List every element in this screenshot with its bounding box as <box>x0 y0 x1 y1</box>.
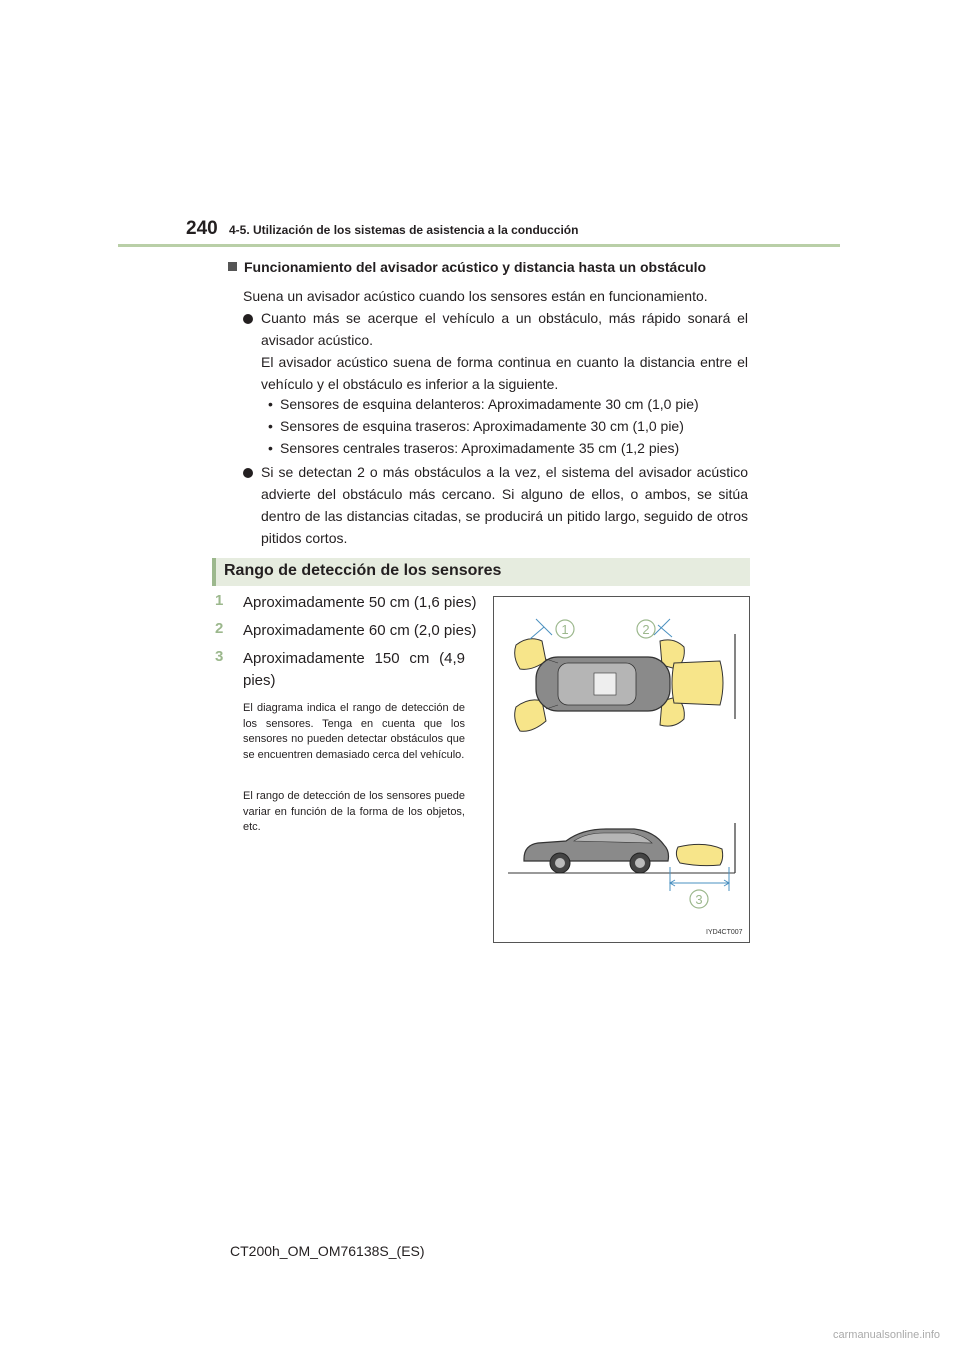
figure-label-3: 3 <box>695 892 703 907</box>
figure-code: IYD4CT007 <box>706 929 743 936</box>
bullet-text: Cuanto más se acerque el vehículo a un obstáculo, más rápido sonará el avisador acústico. <box>261 310 748 348</box>
list-item <box>243 461 748 549</box>
number-3-icon: 3 <box>215 648 224 665</box>
list-item <box>243 307 748 395</box>
legend-item-1: Aproximadamente 50 cm (1,6 pies) <box>243 594 477 611</box>
header-divider <box>118 244 840 247</box>
watermark-link[interactable]: carmanualsonline.info <box>833 1329 941 1341</box>
legend-item-2: Aproximadamente 60 cm (2,0 pies) <box>243 622 477 639</box>
sub-list-item: • Sensores de esquina delanteros: Aproximadamente 30 cm (1,0 pie) <box>268 396 699 412</box>
car-side-view-icon <box>524 829 669 873</box>
bullet-icon <box>243 468 253 478</box>
bullet-icon <box>243 314 253 324</box>
range-heading: Rango de detección de los sensores <box>224 562 502 579</box>
bullet-text: Si se detectan 2 o más obstáculos a la vez, el sistema del avisador acústico advierte del obstáculo más cercano. Si alguno de ellos, o ambos, se sitúa dentro de las distancias citadas, se producirá un pitido largo, seguido de otros pitidos cortos. <box>261 464 748 546</box>
sub-item-text: Sensores de esquina traseros: Aproximadamente 30 cm (1,0 pie) <box>280 418 684 434</box>
section-heading <box>228 259 706 275</box>
sub-item-text: Sensores de esquina delanteros: Aproximadamente 30 cm (1,0 pie) <box>280 396 699 412</box>
bullet-text-continued: El avisador acústico suena de forma continua en cuanto la distancia entre el vehículo y el obstáculo es inferior a la siguiente. <box>261 354 748 392</box>
page-number: 240 <box>186 218 218 239</box>
sensor-range-figure <box>493 596 750 943</box>
number-1-icon: 1 <box>215 592 224 609</box>
car-top-view-icon <box>536 657 670 711</box>
note-paragraph: El diagrama indica el rango de detección de los sensores. Tenga en cuenta que los sensores no pueden detectar obstáculos que se encuentren demasiado cerca del vehículo. <box>243 702 465 761</box>
intro-paragraph: Suena un avisador acústico cuando los sensores están en funcionamiento. <box>243 288 708 304</box>
number-2-icon: 2 <box>215 620 224 637</box>
legend-item-3: Aproximadamente 150 cm (4,9 pies) <box>243 650 465 689</box>
figure-label-1: 1 <box>561 622 569 637</box>
header-section-title: 4-5. Utilización de los sistemas de asistencia a la conducción <box>229 223 579 237</box>
square-bullet-icon <box>228 262 237 271</box>
sub-list-item: • Sensores de esquina traseros: Aproximadamente 30 cm (1,0 pie) <box>268 418 684 434</box>
figure-label-2: 2 <box>642 622 650 637</box>
note-paragraph: El rango de detección de los sensores puede variar en función de la forma de los objetos, etc. <box>243 790 465 833</box>
sensor-diagram <box>494 597 749 942</box>
footer-document-code: CT200h_OM_OM76138S_(ES) <box>230 1243 425 1259</box>
sub-list-item: • Sensores centrales traseros: Aproximadamente 35 cm (1,2 pies) <box>268 440 680 456</box>
sensor-zone-side <box>676 844 722 865</box>
section-heading-text: Funcionamiento del avisador acústico y distancia hasta un obstáculo <box>244 259 707 275</box>
sub-item-text: Sensores centrales traseros: Aproximadamente 35 cm (1,2 pies) <box>280 440 680 456</box>
